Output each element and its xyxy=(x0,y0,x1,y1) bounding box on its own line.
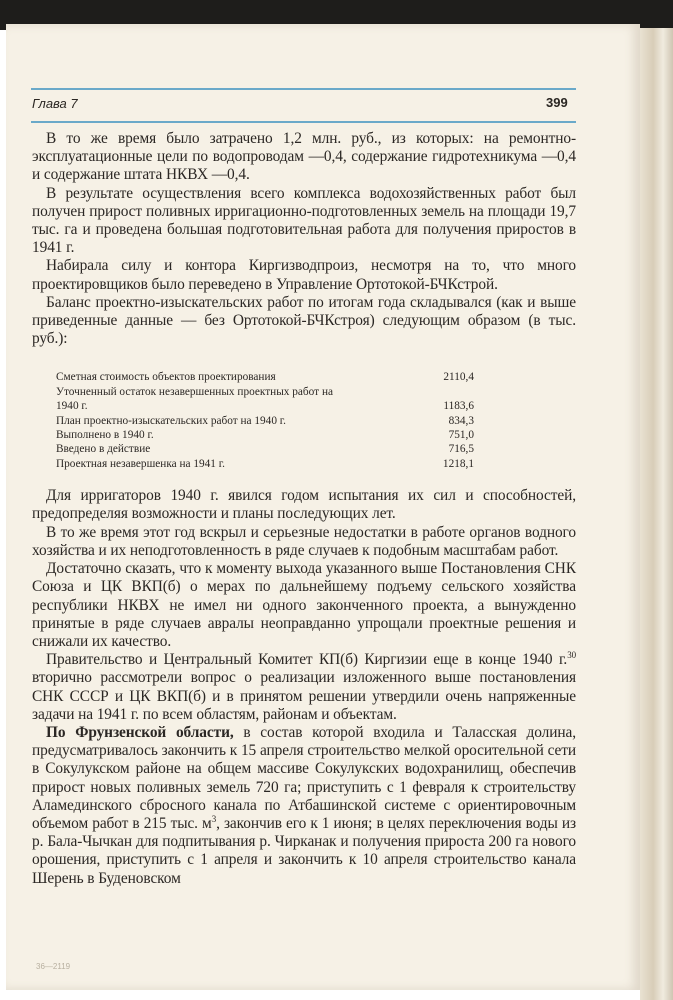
row-value: 2110,4 xyxy=(443,371,474,384)
book-page-edges xyxy=(640,28,673,1000)
header-rule-top xyxy=(31,88,576,90)
table-row xyxy=(56,385,474,414)
row-label: Уточненный остаток незавершенных проектных работ на 1940 г. xyxy=(56,385,334,413)
paragraph: В то же время этот год вскрыл и серьезные недостатки в работе органов водного хозяйства и их неподготовленность в ряде случаев к подобным масштабам работ. xyxy=(32,523,576,559)
book-page xyxy=(6,24,640,990)
paragraph: Баланс проектно-изыскательских работ по итогам года складывался (как и выше приведенные данные — без Ортотокой-БЧКстроя) следующим образом (в тыс. руб.): xyxy=(32,293,576,348)
row-label: План проектно-изыскательских работ на 1940 г. xyxy=(56,414,286,427)
paragraph: Набирала силу и контора Киргизводпроиз, несмотря на то, что много проектировщиков было переведено в Управление Ортотокой-БЧКстрой. xyxy=(32,257,576,293)
paragraph: В результате осуществления всего комплекса водохозяйственных работ был получен прирост поливных ирригационно-подготовленных земель на площади 19,7 тыс. га и проведена большая подготовительная работа для получения приростов в 1941 г. xyxy=(32,184,576,257)
printer-signature-mark: 36—2119 xyxy=(36,962,71,971)
row-label: Сметная стоимость объектов проектирования xyxy=(56,371,276,384)
header-rule-bottom xyxy=(31,121,576,123)
row-value: 1218,1 xyxy=(442,457,474,470)
balance-table xyxy=(56,370,474,471)
row-label: Выполнено в 1940 г. xyxy=(56,429,154,442)
row-value: 834,3 xyxy=(448,414,474,427)
page-number: 399 xyxy=(546,95,568,110)
superscript: 3 xyxy=(211,813,217,824)
chapter-title: Глава 7 xyxy=(32,96,78,111)
table-row xyxy=(56,414,474,428)
row-label: Введено в действие xyxy=(56,443,151,456)
text-span: в состав которой входила и Таласская долина, предусматривалось закончить к 15 апреля строительство мелкой оросительной сети в Сокулукском районе на общем массиве Сокулукских водохранилищ, обеспечив прирост новых поливных земель 720 га; приступить с 1 февраля к строительству Аламединского сбросного канала по Атбашинской системе с ориентировочным объемом работ в 215 тыс. м xyxy=(32,723,576,832)
text-span: вторично рассмотрели вопрос о реализации изложенного выше постановления СНК СССР и ЦК ВКП(б) и в принятом решении утвердили очень напряженные задачи на 1941 г. по всем областям, районам и объектам. xyxy=(32,669,576,723)
row-value: 716,5 xyxy=(448,443,474,456)
table-row xyxy=(56,428,474,442)
paragraph: В то же время было затрачено 1,2 млн. руб., из которых: на ремонтно-эксплуатационные цели по водопроводам —0,4, содержание гидротехникума —0,4 и содержание штата НКВХ —0,4. xyxy=(32,130,576,184)
table-row xyxy=(56,457,474,471)
row-value: 751,0 xyxy=(448,429,474,442)
page-body xyxy=(32,130,576,888)
row-value: 1183,6 xyxy=(443,400,474,413)
paragraph: Достаточно сказать, что к моменту выхода указанного выше Постановления СНК Союза и ЦК ВКП(б) о мерах по дальнейшему подъему сельского хозяйства республики НКВХ не имел ни одного законченного проекта, а вынужденно принятые в ряде случаев авралы неоправданно упрощали проектные решения и снижали их качество. xyxy=(32,560,576,650)
text-span: Правительство и Центральный Комитет КП(б) Киргизии еще в конце 1940 г. xyxy=(46,651,568,669)
row-label: Проектная незавершенка на 1941 г. xyxy=(56,457,225,470)
text-span: , закончив его к 1 июня; в целях переключения воды из р. Бала-Чычкан для подпитывания р. Чирканак и получения прироста 200 га нового орошения, приступить с 1 апреля и закончить к 10 апреля строительство канала Шерень в Буденовском xyxy=(32,814,576,887)
table-row xyxy=(56,442,474,456)
paragraph-government-decision xyxy=(32,651,576,724)
table-row xyxy=(56,370,474,384)
paragraph-frunze-region xyxy=(32,724,576,888)
footnote-ref: 30 xyxy=(567,649,576,660)
bold-lead: По Фрунзенской области, xyxy=(46,723,234,741)
paragraph: Для ирригаторов 1940 г. явился годом испытания их сил и способностей, предопределяя возможности и планы последующих лет. xyxy=(32,487,576,523)
